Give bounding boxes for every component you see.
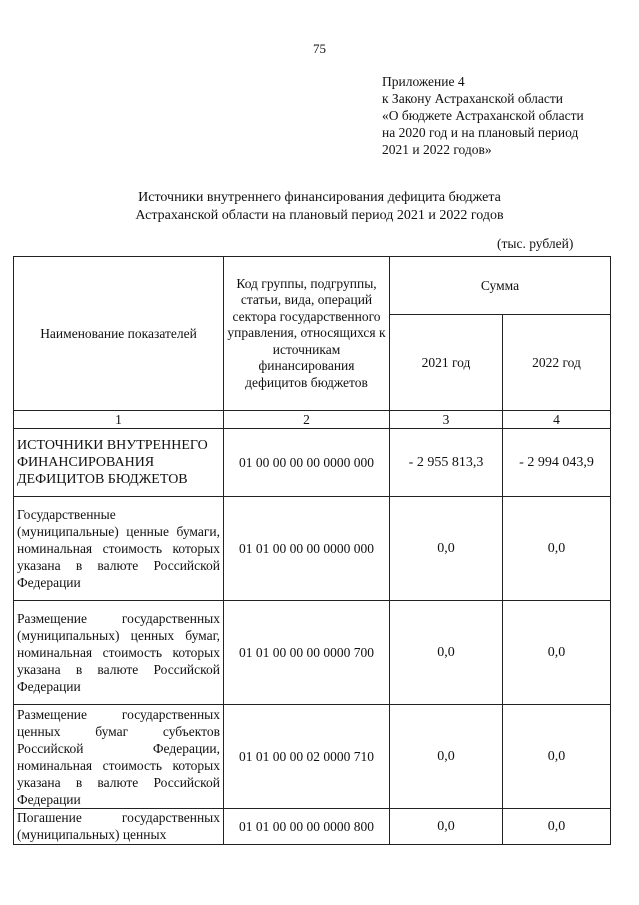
- appendix-line: к Закону Астраханской области: [382, 91, 564, 106]
- page-number: 75: [313, 41, 326, 56]
- row-code: 01 01 00 00 00 0000 700: [224, 601, 390, 705]
- header-year-2022: 2022 год: [503, 315, 611, 411]
- header-year-2021: 2021 год: [390, 315, 503, 411]
- row-name: Размещение государственных (муниципальных) ценных бумаг, номинальная стоимость которых указана в валюте Российской Федерации: [14, 601, 224, 705]
- document-title: [0, 189, 639, 225]
- column-number-1: 1: [14, 411, 224, 429]
- row-name: [14, 809, 224, 845]
- header-name: Наименование показателей: [14, 257, 224, 411]
- row-code: 01 01 00 00 02 0000 710: [224, 705, 390, 809]
- table-row: [14, 809, 611, 845]
- row-value-2022: - 2 994 043,9: [503, 429, 611, 497]
- row-code: 01 01 00 00 00 0000 800: [224, 809, 390, 845]
- row-name: ИСТОЧНИКИ ВНУТРЕННЕГО ФИНАНСИРОВАНИЯ ДЕФИЦИТОВ БЮДЖЕТОВ: [14, 429, 224, 497]
- title-line-1: Источники внутреннего финансирования дефицита бюджета: [138, 190, 501, 205]
- column-number-3: 3: [390, 411, 503, 429]
- table-row: [14, 705, 611, 809]
- row-value-2022: 0,0: [503, 705, 611, 809]
- row-value-2022: 0,0: [503, 497, 611, 601]
- row-name: Размещение государственных ценных бумаг субъектов Российской Федерации, номинальная стоимость которых указана в валюте Российской Федерации: [14, 705, 224, 809]
- row-value-2021: 0,0: [390, 809, 503, 845]
- header-code: Код группы, подгруппы, статьи, вида, операций сектора государственного управления, относящихся к источникам финансирования дефицитов бюджетов: [224, 257, 390, 411]
- column-number-4: 4: [503, 411, 611, 429]
- table-row: [14, 429, 611, 497]
- row-name: Государственные (муниципальные) ценные бумаги, номинальная стоимость которых указана в валюте Российской Федерации: [14, 497, 224, 601]
- header-sum: Сумма: [390, 257, 611, 315]
- row-name-text: Погашение государственных (муниципальных) ценных: [17, 810, 220, 842]
- units-label: (тыс. рублей): [497, 236, 574, 251]
- appendix-line: 2021 и 2022 годов»: [382, 142, 492, 157]
- appendix-line: на 2020 год и на плановый период: [382, 125, 579, 140]
- row-code: 01 01 00 00 00 0000 000: [224, 497, 390, 601]
- table-row: [14, 497, 611, 601]
- row-value-2022: 0,0: [503, 601, 611, 705]
- table-row: [14, 601, 611, 705]
- title-line-2: Астраханской области на плановый период 2021 и 2022 годов: [135, 208, 504, 223]
- row-value-2021: 0,0: [390, 705, 503, 809]
- appendix-line: Приложение 4: [382, 74, 465, 89]
- row-value-2021: 0,0: [390, 497, 503, 601]
- appendix-line: «О бюджете Астраханской области: [382, 108, 584, 123]
- row-value-2022: 0,0: [503, 809, 611, 845]
- column-number-2: 2: [224, 411, 390, 429]
- row-value-2021: 0,0: [390, 601, 503, 705]
- financing-sources-table: [13, 256, 611, 845]
- row-code: 01 00 00 00 00 0000 000: [224, 429, 390, 497]
- row-value-2021: - 2 955 813,3: [390, 429, 503, 497]
- appendix-block: [382, 73, 632, 158]
